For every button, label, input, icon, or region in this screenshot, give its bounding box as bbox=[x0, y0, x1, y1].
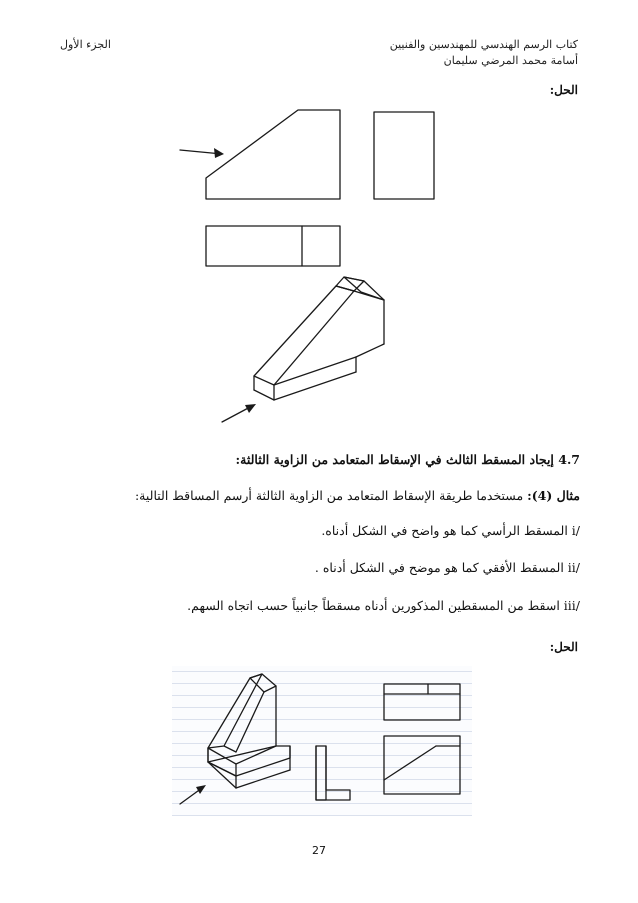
part-label: الجزء الأول bbox=[60, 38, 111, 51]
figure-2-drawing bbox=[172, 666, 472, 816]
list-marker: /iii bbox=[563, 598, 580, 613]
solution-label: الحل: bbox=[549, 83, 578, 97]
figure-2 bbox=[172, 666, 472, 816]
page-number: 27 bbox=[312, 844, 326, 857]
figure-1 bbox=[176, 96, 466, 426]
example-intro: مستخدما طريقة الإسقاط المتعامد من الزاوية الثالثة أرسم المساقط التالية: bbox=[134, 488, 524, 503]
list-item bbox=[321, 523, 580, 538]
example-label: مثال (4): bbox=[527, 488, 580, 503]
author-name: أسامة محمد المرضي سليمان bbox=[443, 54, 578, 67]
list-text: اسقط من المسقطين المذكورين أدناه مسقطاً جانبياً حسب اتجاه السهم. bbox=[187, 598, 560, 613]
list-item bbox=[315, 560, 580, 575]
list-item bbox=[187, 598, 580, 613]
solution-label: الحل: bbox=[549, 640, 578, 654]
section-heading: 4.7 إيجاد المسقط الثالث في الإسقاط المتعامد من الزاوية الثالثة: bbox=[235, 452, 580, 467]
book-title: كتاب الرسم الهندسي للمهندسين والفنيين bbox=[389, 38, 578, 51]
list-text: المسقط الرأسي كما هو واضح في الشكل أدناه. bbox=[321, 523, 568, 538]
list-marker: /i bbox=[571, 523, 580, 538]
figure-1-drawing bbox=[176, 96, 466, 426]
list-marker: /ii bbox=[567, 560, 580, 575]
list-text: المسقط الأفقي كما هو موضح في الشكل أدناه . bbox=[314, 560, 564, 575]
example-paragraph bbox=[135, 488, 580, 503]
